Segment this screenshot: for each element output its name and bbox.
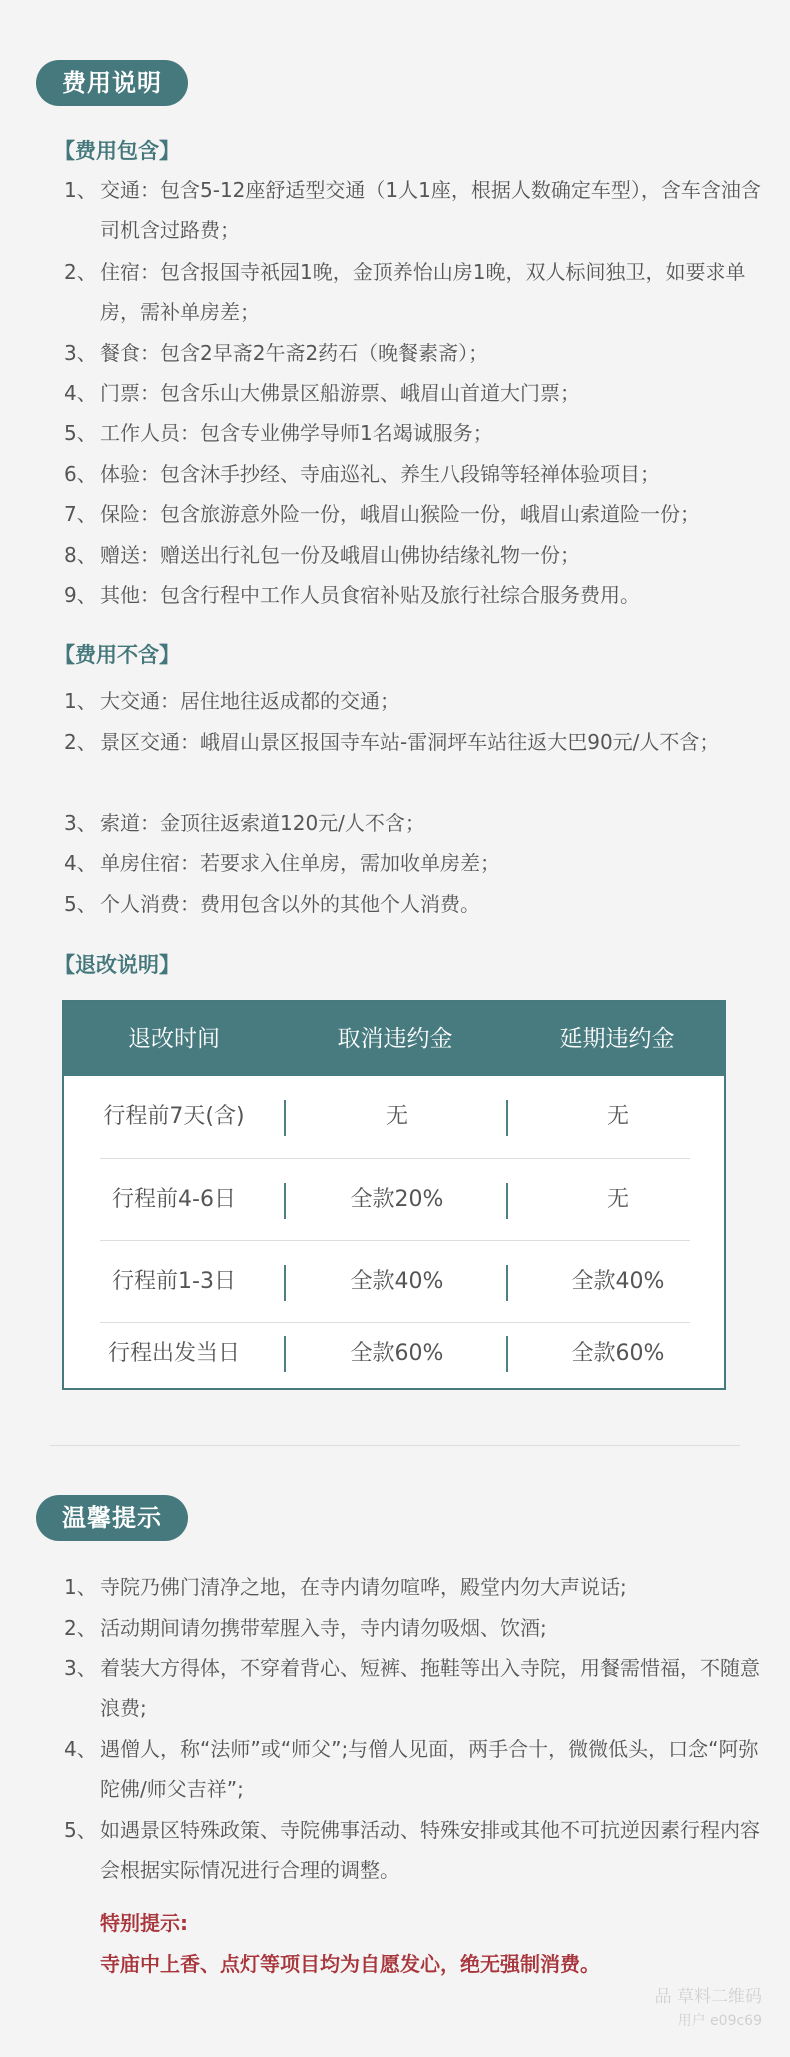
item-text: 其他：包含行程中工作人员食宿补贴及旅行社综合服务费用。 — [100, 583, 640, 607]
item-number: 5、 — [64, 1818, 97, 1842]
list-item — [64, 1810, 764, 1890]
watermark-brand: 品 草料二维码 — [654, 1987, 762, 2007]
table-cell: 全款60% — [571, 1341, 665, 1366]
table-row — [64, 1159, 724, 1241]
item-number: 3、 — [64, 1656, 97, 1680]
special-notice-text: 寺庙中上香、点灯等项目均为自愿发心，绝无强制消费。 — [100, 1952, 600, 1976]
table-cell: 行程前1-3日 — [112, 1269, 236, 1294]
table-cell: 全款20% — [350, 1187, 444, 1212]
item-text: 遇僧人，称“法师”或“师父”;与僧人见面，两手合十，微微低头，口念“阿弥陀佛/师父吉祥”; — [100, 1737, 759, 1801]
item-number: 2、 — [64, 730, 97, 754]
excluded-heading: 【费用不含】 — [54, 643, 180, 667]
item-text: 赠送：赠送出行礼包一份及峨眉山佛协结缘礼物一份； — [100, 543, 580, 567]
column-header: 取消违约金 — [337, 1026, 453, 1052]
list-item — [64, 333, 764, 373]
table-cell: 行程前7天(含) — [103, 1104, 245, 1129]
refund-table — [62, 1000, 726, 1390]
item-text: 如遇景区特殊政策、寺院佛事活动、特殊安排或其他不可抗逆因素行程内容会根据实际情况进行合理的调整。 — [100, 1818, 760, 1882]
list-item — [64, 1608, 764, 1648]
item-number: 2、 — [64, 1616, 97, 1640]
item-number: 1、 — [64, 178, 97, 202]
list-item — [64, 252, 764, 332]
list-item — [64, 535, 764, 575]
item-text: 着装大方得体，不穿着背心、短裤、拖鞋等出入寺院，用餐需惜福，不随意浪费; — [100, 1656, 760, 1720]
item-text: 住宿：包含报国寺祇园1晚，金顶养怡山房1晚，双人标间独卫，如要求单房，需补单房差； — [100, 260, 746, 324]
item-text: 单房住宿：若要求入住单房，需加收单房差； — [100, 851, 500, 875]
item-text: 工作人员：包含专业佛学导师1名竭诚服务； — [100, 421, 493, 445]
item-number: 1、 — [64, 689, 97, 713]
list-item — [64, 681, 764, 721]
item-text: 个人消费：费用包含以外的其他个人消费。 — [100, 892, 480, 916]
refund-heading: 【退改说明】 — [54, 953, 180, 977]
section-divider — [50, 1445, 740, 1446]
item-text: 餐食：包含2早斋2午斋2药石（晚餐素斋）； — [100, 341, 489, 365]
table-row — [64, 1304, 724, 1388]
column-header: 延期违约金 — [559, 1026, 675, 1052]
item-number: 5、 — [64, 421, 97, 445]
list-item — [64, 722, 764, 762]
table-cell: 全款60% — [350, 1341, 444, 1366]
item-number: 5、 — [64, 892, 97, 916]
list-item — [64, 803, 764, 843]
table-cell: 全款40% — [350, 1269, 444, 1294]
item-number: 1、 — [64, 1575, 97, 1599]
list-item — [64, 373, 764, 413]
item-number: 8、 — [64, 543, 97, 567]
item-text: 大交通：居住地往返成都的交通； — [100, 689, 400, 713]
item-number: 4、 — [64, 1737, 97, 1761]
table-row — [64, 1076, 724, 1158]
special-notice-title: 特别提示: — [100, 1911, 188, 1935]
list-item — [64, 413, 764, 453]
item-number: 9、 — [64, 583, 97, 607]
item-text: 索道：金顶往返索道120元/人不含； — [100, 811, 425, 835]
item-text: 门票：包含乐山大佛景区船游票、峨眉山首道大门票； — [100, 381, 580, 405]
column-header: 退改时间 — [128, 1026, 220, 1052]
table-cell: 全款40% — [571, 1269, 665, 1294]
table-cell: 无 — [606, 1104, 629, 1129]
list-item — [64, 884, 764, 924]
tips-section-title: 温馨提示 — [36, 1495, 188, 1541]
fee-section-title: 费用说明 — [36, 60, 188, 106]
list-item — [64, 575, 764, 615]
item-text: 体验：包含沐手抄经、寺庙巡礼、养生八段锦等轻禅体验项目； — [100, 462, 660, 486]
item-number: 3、 — [64, 341, 97, 365]
item-number: 4、 — [64, 851, 97, 875]
item-text: 交通：包含5-12座舒适型交通（1人1座，根据人数确定车型），含车含油含司机含过路费； — [100, 178, 761, 242]
watermark-user: 用户 e09c69 — [677, 2013, 762, 2029]
item-text: 保险：包含旅游意外险一份，峨眉山猴险一份，峨眉山索道险一份； — [100, 502, 700, 526]
table-cell: 无 — [385, 1104, 408, 1129]
list-item — [64, 1729, 764, 1809]
list-item — [64, 1648, 764, 1728]
list-item — [64, 1567, 764, 1607]
table-cell: 行程前4-6日 — [112, 1187, 236, 1212]
table-cell: 行程出发当日 — [107, 1341, 240, 1366]
list-item — [64, 170, 764, 250]
list-item — [64, 494, 764, 534]
item-text: 活动期间请勿携带荤腥入寺，寺内请勿吸烟、饮酒; — [100, 1616, 547, 1640]
item-number: 6、 — [64, 462, 97, 486]
list-item — [64, 454, 764, 494]
item-text: 寺院乃佛门清净之地，在寺内请勿喧哗，殿堂内勿大声说话; — [100, 1575, 627, 1599]
item-number: 2、 — [64, 260, 97, 284]
included-heading: 【费用包含】 — [54, 139, 180, 163]
table-header — [64, 1002, 724, 1076]
item-number: 4、 — [64, 381, 97, 405]
list-item — [64, 843, 764, 883]
table-cell: 无 — [606, 1187, 629, 1212]
item-number: 3、 — [64, 811, 97, 835]
item-text: 景区交通：峨眉山景区报国寺车站-雷洞坪车站往返大巴90元/人不含； — [100, 730, 720, 754]
item-number: 7、 — [64, 502, 97, 526]
